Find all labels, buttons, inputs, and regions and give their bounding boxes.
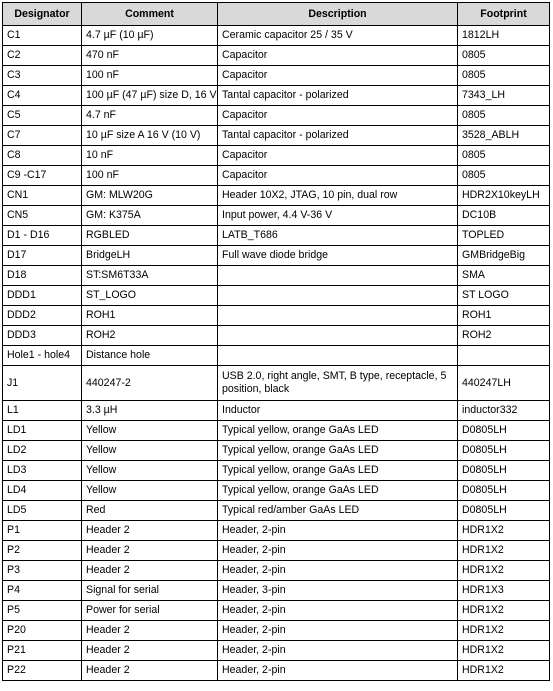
cell-description: Typical yellow, orange GaAs LED bbox=[218, 421, 458, 441]
cell-designator: D18 bbox=[3, 266, 82, 286]
cell-footprint: D0805LH bbox=[458, 481, 550, 501]
table-row bbox=[3, 581, 550, 601]
table-row bbox=[3, 306, 550, 326]
cell-description: Capacitor bbox=[218, 146, 458, 166]
cell-comment: 100 µF (47 µF) size D, 16 V bbox=[82, 86, 218, 106]
cell-comment: BridgeLH bbox=[82, 246, 218, 266]
cell-comment: ST:SM6T33A bbox=[82, 266, 218, 286]
table-row bbox=[3, 106, 550, 126]
cell-description: Header, 2-pin bbox=[218, 661, 458, 681]
cell-footprint: ROH1 bbox=[458, 306, 550, 326]
cell-description: Ceramic capacitor 25 / 35 V bbox=[218, 26, 458, 46]
cell-description: Header, 2-pin bbox=[218, 561, 458, 581]
cell-footprint: HDR1X2 bbox=[458, 561, 550, 581]
cell-comment: Header 2 bbox=[82, 621, 218, 641]
table-row bbox=[3, 366, 550, 401]
cell-description: Typical yellow, orange GaAs LED bbox=[218, 481, 458, 501]
table-row bbox=[3, 346, 550, 366]
cell-footprint: HDR2X10keyLH bbox=[458, 186, 550, 206]
cell-description bbox=[218, 326, 458, 346]
cell-designator: LD3 bbox=[3, 461, 82, 481]
table-row bbox=[3, 286, 550, 306]
table-row bbox=[3, 601, 550, 621]
cell-designator: P20 bbox=[3, 621, 82, 641]
cell-comment: Signal for serial bbox=[82, 581, 218, 601]
cell-footprint: 440247LH bbox=[458, 366, 550, 401]
cell-footprint: 0805 bbox=[458, 106, 550, 126]
cell-footprint: HDR1X2 bbox=[458, 521, 550, 541]
cell-description: Capacitor bbox=[218, 66, 458, 86]
cell-designator: J1 bbox=[3, 366, 82, 401]
table-row bbox=[3, 621, 550, 641]
cell-comment: Power for serial bbox=[82, 601, 218, 621]
cell-footprint: ST LOGO bbox=[458, 286, 550, 306]
cell-comment: Yellow bbox=[82, 421, 218, 441]
cell-comment: ROH1 bbox=[82, 306, 218, 326]
cell-comment: Distance hole bbox=[82, 346, 218, 366]
cell-footprint: ROH2 bbox=[458, 326, 550, 346]
cell-comment: ROH2 bbox=[82, 326, 218, 346]
cell-footprint: 0805 bbox=[458, 66, 550, 86]
cell-comment: Yellow bbox=[82, 481, 218, 501]
cell-footprint: 0805 bbox=[458, 166, 550, 186]
table-row bbox=[3, 66, 550, 86]
cell-designator: D17 bbox=[3, 246, 82, 266]
cell-designator: DDD3 bbox=[3, 326, 82, 346]
header-description: Description bbox=[218, 3, 458, 26]
cell-description: Header, 2-pin bbox=[218, 621, 458, 641]
cell-description bbox=[218, 286, 458, 306]
cell-footprint: HDR1X2 bbox=[458, 541, 550, 561]
cell-designator: C4 bbox=[3, 86, 82, 106]
cell-designator: P3 bbox=[3, 561, 82, 581]
bom-table bbox=[2, 2, 550, 681]
table-row bbox=[3, 541, 550, 561]
cell-description bbox=[218, 346, 458, 366]
cell-comment: 470 nF bbox=[82, 46, 218, 66]
table-row bbox=[3, 401, 550, 421]
cell-designator: LD5 bbox=[3, 501, 82, 521]
cell-description bbox=[218, 306, 458, 326]
cell-designator: LD1 bbox=[3, 421, 82, 441]
cell-designator: P21 bbox=[3, 641, 82, 661]
cell-footprint: GMBridgeBig bbox=[458, 246, 550, 266]
cell-designator: C1 bbox=[3, 26, 82, 46]
cell-comment: 4.7 nF bbox=[82, 106, 218, 126]
cell-footprint bbox=[458, 346, 550, 366]
cell-description: Capacitor bbox=[218, 166, 458, 186]
table-row bbox=[3, 501, 550, 521]
cell-comment: 3.3 µH bbox=[82, 401, 218, 421]
table-row bbox=[3, 641, 550, 661]
table-body bbox=[3, 26, 550, 681]
cell-comment: Yellow bbox=[82, 461, 218, 481]
cell-comment: Header 2 bbox=[82, 541, 218, 561]
cell-designator: DDD1 bbox=[3, 286, 82, 306]
cell-description: Capacitor bbox=[218, 46, 458, 66]
cell-comment: Header 2 bbox=[82, 521, 218, 541]
table-row bbox=[3, 561, 550, 581]
cell-description: Header, 2-pin bbox=[218, 521, 458, 541]
cell-comment: 4.7 µF (10 µF) bbox=[82, 26, 218, 46]
table-row bbox=[3, 26, 550, 46]
cell-footprint: 1812LH bbox=[458, 26, 550, 46]
cell-footprint: D0805LH bbox=[458, 441, 550, 461]
cell-description: Tantal capacitor - polarized bbox=[218, 126, 458, 146]
cell-designator: C2 bbox=[3, 46, 82, 66]
header-designator: Designator bbox=[3, 3, 82, 26]
cell-description: Inductor bbox=[218, 401, 458, 421]
table-header-row bbox=[3, 3, 550, 26]
table-row bbox=[3, 206, 550, 226]
cell-comment: GM: K375A bbox=[82, 206, 218, 226]
table-row bbox=[3, 441, 550, 461]
cell-comment: RGBLED bbox=[82, 226, 218, 246]
cell-designator: CN1 bbox=[3, 186, 82, 206]
table-row bbox=[3, 326, 550, 346]
cell-description: Typical red/amber GaAs LED bbox=[218, 501, 458, 521]
cell-designator: LD4 bbox=[3, 481, 82, 501]
table-row bbox=[3, 661, 550, 681]
table-row bbox=[3, 521, 550, 541]
table-row bbox=[3, 186, 550, 206]
cell-designator: L1 bbox=[3, 401, 82, 421]
cell-designator: C7 bbox=[3, 126, 82, 146]
cell-comment: 10 µF size A 16 V (10 V) bbox=[82, 126, 218, 146]
cell-designator: P4 bbox=[3, 581, 82, 601]
cell-description: Header, 2-pin bbox=[218, 541, 458, 561]
table-row bbox=[3, 146, 550, 166]
cell-description: Typical yellow, orange GaAs LED bbox=[218, 441, 458, 461]
table-row bbox=[3, 86, 550, 106]
header-comment: Comment bbox=[82, 3, 218, 26]
cell-description: Header 10X2, JTAG, 10 pin, dual row bbox=[218, 186, 458, 206]
cell-designator: P1 bbox=[3, 521, 82, 541]
cell-footprint: SMA bbox=[458, 266, 550, 286]
cell-designator: Hole1 - hole4 bbox=[3, 346, 82, 366]
cell-footprint: DC10B bbox=[458, 206, 550, 226]
cell-footprint: HDR1X2 bbox=[458, 661, 550, 681]
cell-footprint: 0805 bbox=[458, 46, 550, 66]
cell-footprint: inductor332 bbox=[458, 401, 550, 421]
cell-footprint: D0805LH bbox=[458, 421, 550, 441]
cell-footprint: D0805LH bbox=[458, 501, 550, 521]
cell-comment: 100 nF bbox=[82, 166, 218, 186]
header-footprint: Footprint bbox=[458, 3, 550, 26]
table-row bbox=[3, 226, 550, 246]
bom-table-container bbox=[2, 2, 550, 681]
cell-footprint: HDR1X2 bbox=[458, 641, 550, 661]
cell-designator: LD2 bbox=[3, 441, 82, 461]
cell-footprint: HDR1X3 bbox=[458, 581, 550, 601]
cell-comment: Header 2 bbox=[82, 641, 218, 661]
cell-footprint: 7343_LH bbox=[458, 86, 550, 106]
table-row bbox=[3, 126, 550, 146]
cell-comment: GM: MLW20G bbox=[82, 186, 218, 206]
cell-description: Capacitor bbox=[218, 106, 458, 126]
cell-footprint: HDR1X2 bbox=[458, 601, 550, 621]
cell-footprint: TOPLED bbox=[458, 226, 550, 246]
cell-comment: ST_LOGO bbox=[82, 286, 218, 306]
table-row bbox=[3, 246, 550, 266]
cell-comment: Header 2 bbox=[82, 661, 218, 681]
cell-designator: P2 bbox=[3, 541, 82, 561]
cell-footprint: HDR1X2 bbox=[458, 621, 550, 641]
cell-footprint: D0805LH bbox=[458, 461, 550, 481]
table-row bbox=[3, 46, 550, 66]
cell-designator: C9 -C17 bbox=[3, 166, 82, 186]
cell-description: Header, 2-pin bbox=[218, 601, 458, 621]
table-row bbox=[3, 461, 550, 481]
cell-designator: C5 bbox=[3, 106, 82, 126]
cell-designator: P5 bbox=[3, 601, 82, 621]
cell-description: Full wave diode bridge bbox=[218, 246, 458, 266]
cell-comment: Header 2 bbox=[82, 561, 218, 581]
cell-description: Header, 3-pin bbox=[218, 581, 458, 601]
table-row bbox=[3, 166, 550, 186]
cell-description: LATB_T686 bbox=[218, 226, 458, 246]
cell-designator: C3 bbox=[3, 66, 82, 86]
cell-description: Typical yellow, orange GaAs LED bbox=[218, 461, 458, 481]
cell-comment: 440247-2 bbox=[82, 366, 218, 401]
cell-footprint: 3528_ABLH bbox=[458, 126, 550, 146]
cell-comment: 10 nF bbox=[82, 146, 218, 166]
cell-designator: CN5 bbox=[3, 206, 82, 226]
cell-description bbox=[218, 266, 458, 286]
cell-description: Tantal capacitor - polarized bbox=[218, 86, 458, 106]
cell-comment: Red bbox=[82, 501, 218, 521]
cell-designator: P22 bbox=[3, 661, 82, 681]
cell-comment: 100 nF bbox=[82, 66, 218, 86]
cell-description: Header, 2-pin bbox=[218, 641, 458, 661]
cell-comment: Yellow bbox=[82, 441, 218, 461]
cell-designator: D1 - D16 bbox=[3, 226, 82, 246]
cell-footprint: 0805 bbox=[458, 146, 550, 166]
cell-designator: DDD2 bbox=[3, 306, 82, 326]
cell-description: Input power, 4.4 V-36 V bbox=[218, 206, 458, 226]
table-row bbox=[3, 266, 550, 286]
cell-description: USB 2.0, right angle, SMT, B type, receptacle, 5 position, black bbox=[218, 366, 458, 401]
table-row bbox=[3, 481, 550, 501]
table-row bbox=[3, 421, 550, 441]
cell-designator: C8 bbox=[3, 146, 82, 166]
